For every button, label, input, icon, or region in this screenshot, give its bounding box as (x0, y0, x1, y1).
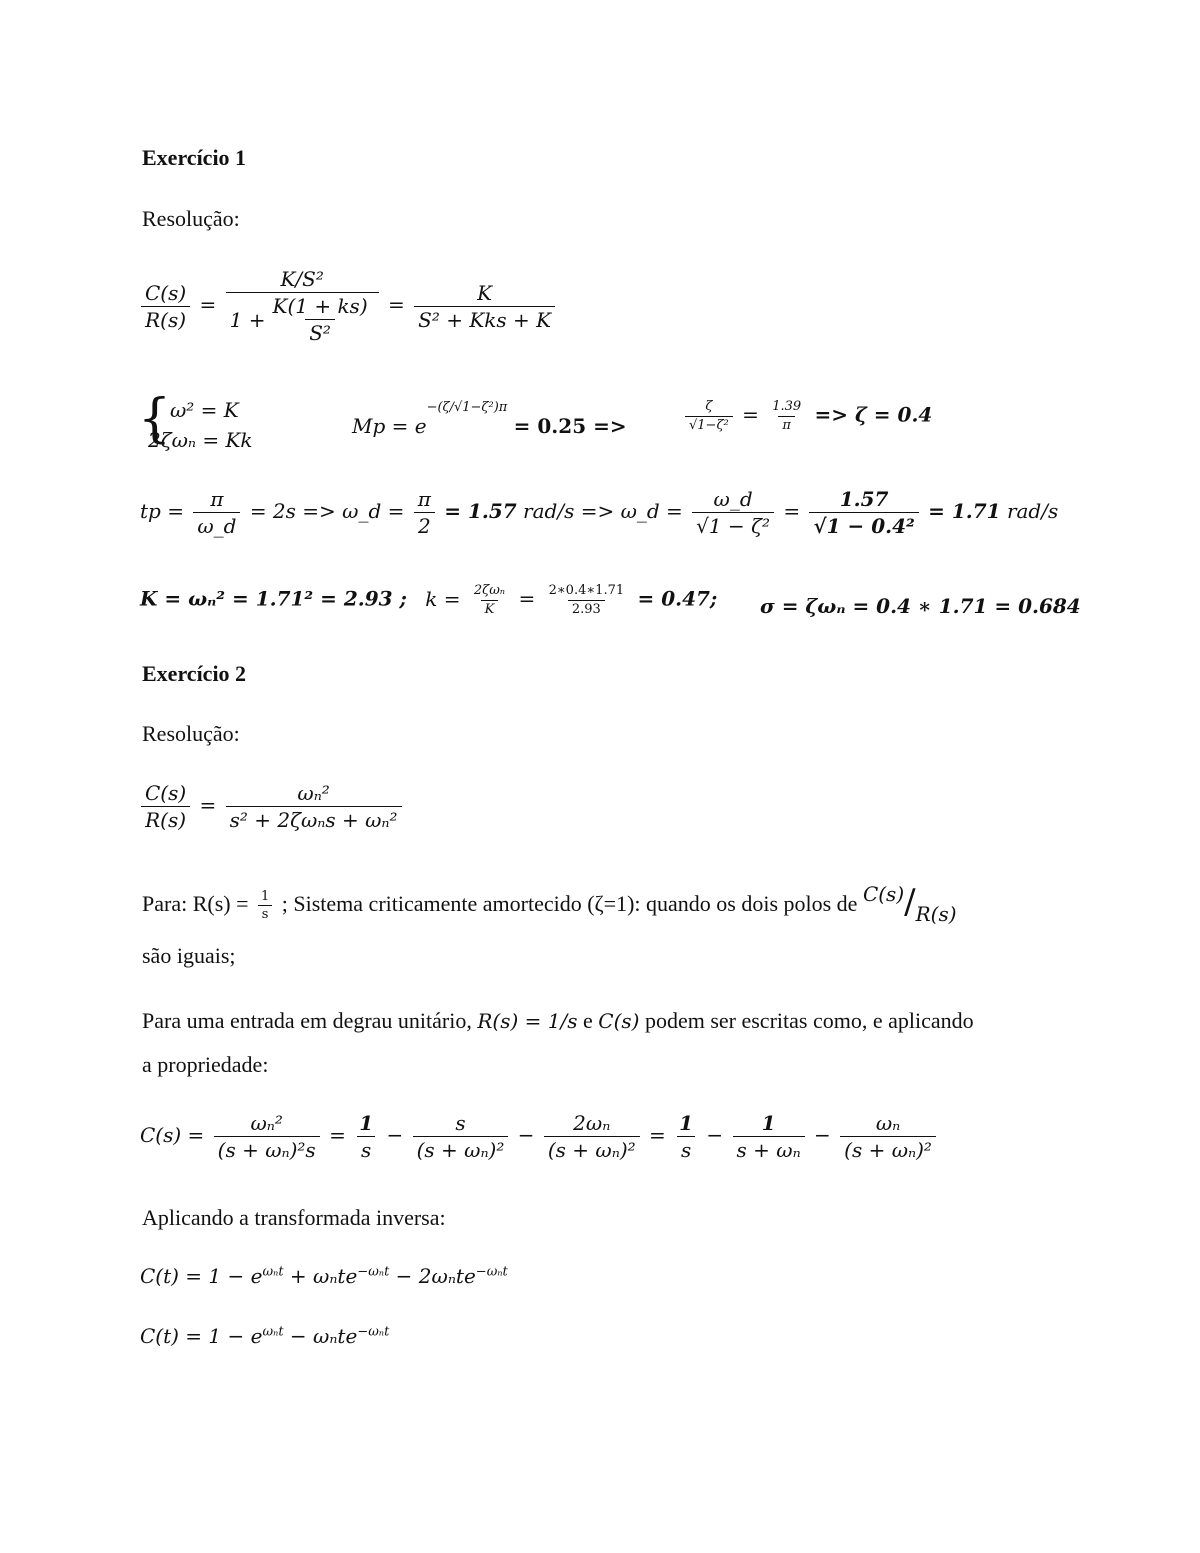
partial-fraction-expansion: C(s) = $\frac{\text{ωₙ²}}{\text{(s + ωₙ)²s}}$ = $\frac{1}{s}$ − $\frac{s}{\text{(s + ωₙ)²}}$ − $\frac{\text{2ωₙ}}{\text{(s + ωₙ)²}}$ = $\frac{1}{s}$ − $\frac{1}{\text{s + ωₙ}}$ − $\frac{\text{ωₙ}}{\text{(s + ωₙ)²}}$ (140, 1112, 939, 1161)
para-line-continuation: são iguais; (142, 943, 236, 968)
sigma-line: σ = ζωₙ = 0.4 ∗ 1.71 = 0.684 (760, 594, 1081, 618)
exercise-2-resolution-label: Resolução: (142, 721, 240, 746)
inverse-transform-label: Aplicando a transformada inversa: (142, 1205, 446, 1230)
para-line: Para: R(s) = $\frac{1}{s}$ ; Sistema criticamente amortecido (ζ=1): quando os dois polos de C(s)/R(s) (142, 882, 957, 926)
ex1-transfer-function: $\frac{C(s)}{R(s)}$ = K/S² 1 + $\frac{K(1 + ks)}{\text{S²}}$ = $\frac{K}{\text{S² + Kks + K}}$ (138, 268, 558, 344)
ex2-transfer-function: $\frac{C(s)}{R(s)}$ = $\frac{\text{ωₙ²}}{\text{s² + 2ζωₙs + ωₙ²}}$ (138, 782, 405, 831)
exercise-1-heading: Exercício 1 (142, 145, 247, 170)
exercise-1-resolution-label: Resolução: (142, 206, 240, 231)
tp-line: tp = $\frac{\pi}{\omega\_d}$ = 2s => ω_d = $\frac{\pi}{2}$ = 1.57 rad/s => ω_d = $\frac{\omega\_d}{\text{√1 − ζ²}}$ = $\frac{1.57}{\text{√1 − 0.4²}}$ = 1.71 rad/s (140, 487, 1059, 538)
step-input-line-2: a propriedade: (142, 1052, 269, 1077)
system-equation-2: 2ζωₙ = Kk (148, 428, 253, 452)
time-response-2: $C(t) = 1 - e^{\omega_nt} - \omega_nte^{-\omega_nt}$ (140, 1324, 390, 1348)
time-response-1: $C(t) = 1 - e^{\omega_nt} + \omega_nte^{-\omega_nt} - 2\omega_nte^{-\omega_nt}$ (140, 1264, 508, 1288)
gain-line: K = ωₙ² = 1.71² = 2.93 ; k = $\frac{\text{2ζωₙ}}{K}$ = $\frac{2∗0.4∗1.71}{2.93}$ = 0.47; (140, 583, 718, 617)
ex1-tf-rhs: $\frac{K}{\text{S² + Kks + K}}$ (414, 282, 555, 331)
ex1-tf-mid: K/S² 1 + $\frac{K(1 + ks)}{\text{S²}}$ (226, 268, 379, 344)
ex1-tf-lhs: $\frac{C(s)}{R(s)}$ (141, 282, 190, 331)
step-input-line: Para uma entrada em degrau unitário, R(s) = 1/s e C(s) podem ser escritas como, e aplicando (142, 1008, 974, 1033)
zeta-derivation: $\frac{\zeta}{\text{√1−ζ²}}$ = $\frac{1.39}{\pi}$ => ζ = 0.4 (682, 400, 932, 432)
exercise-2-heading: Exercício 2 (142, 661, 247, 686)
system-equation-1: ω² = K (170, 398, 239, 422)
mp-expression: $Mp = e^{-(\zeta/√1-\zeta^2)\pi} = 0.25$ => (352, 400, 627, 438)
system-brace: { (138, 389, 172, 449)
